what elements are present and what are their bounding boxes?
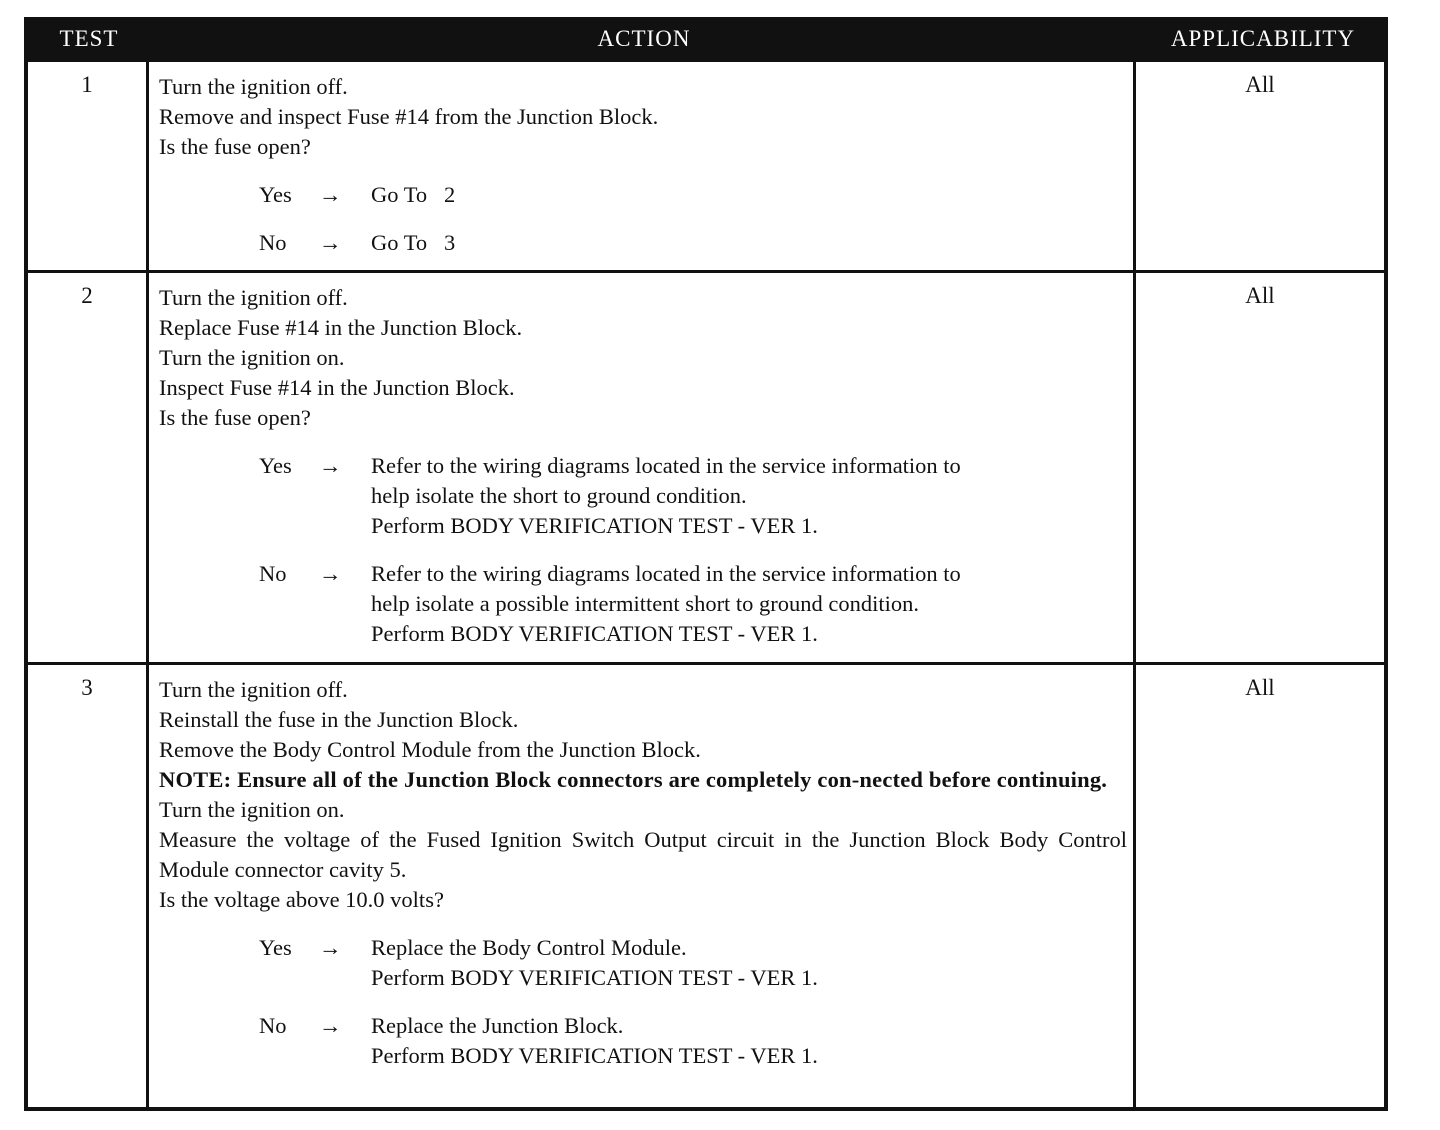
test-number: 2: [28, 273, 149, 662]
yes-branch: [259, 933, 1127, 993]
step-line: Turn the ignition off.: [159, 677, 348, 702]
result-line: Perform BODY VERIFICATION TEST - VER 1.: [371, 621, 818, 646]
yes-branch: [259, 451, 1127, 541]
no-branch: [259, 559, 1127, 649]
yes-result: Go To 2: [371, 182, 456, 207]
test-row-1: [28, 59, 1384, 270]
step-line: Turn the ignition on.: [159, 345, 345, 370]
yes-branch: [259, 180, 1127, 210]
result-line: Replace the Junction Block.: [371, 1013, 624, 1038]
result-line: Perform BODY VERIFICATION TEST - VER 1.: [371, 965, 818, 990]
applicability-value: All: [1245, 283, 1275, 308]
step-line: Reinstall the fuse in the Junction Block.: [159, 707, 519, 732]
no-branch: [259, 1011, 1127, 1071]
step-line: Turn the ignition off.: [159, 74, 348, 99]
result-line: Refer to the wiring diagrams located in the service information to: [371, 453, 961, 478]
action-cell: [149, 665, 1136, 1107]
step-line: Remove and inspect Fuse #14 from the Junction Block.: [159, 104, 659, 129]
step-line: Inspect Fuse #14 in the Junction Block.: [159, 375, 515, 400]
result-line: Perform BODY VERIFICATION TEST - VER 1.: [371, 1043, 818, 1068]
step-line: Is the fuse open?: [159, 134, 311, 159]
test-row-3: [28, 662, 1384, 1107]
test-number: 3: [28, 665, 149, 1107]
note-text: NOTE: Ensure all of the Junction Block connectors are completely con-nected before continuing.: [159, 767, 1108, 792]
no-result: [371, 1011, 1127, 1071]
arrow-icon: →: [319, 230, 342, 255]
result-line: Perform BODY VERIFICATION TEST - VER 1.: [371, 513, 818, 538]
action-cell: [149, 273, 1136, 662]
no-branch: [259, 228, 1127, 258]
step-line: Remove the Body Control Module from the Junction Block.: [159, 737, 701, 762]
arrow-icon: →: [319, 182, 342, 207]
result-line: help isolate a possible intermittent short to ground condition.: [371, 591, 920, 616]
step-line: Turn the ignition on.: [159, 797, 345, 822]
table-header: [28, 21, 1384, 59]
measure-instruction: Measure the voltage of the Fused Ignition Switch Output circuit in the Junction Block Body Control Module connector cavity 5.: [159, 827, 1127, 882]
no-label: No: [259, 561, 287, 586]
result-line: Replace the Body Control Module.: [371, 935, 687, 960]
action-cell: [149, 62, 1136, 270]
header-applicability: APPLICABILITY: [1170, 26, 1356, 51]
test-number: 1: [28, 62, 149, 270]
no-result: Go To 3: [371, 230, 456, 255]
no-result: [371, 559, 1127, 649]
arrow-icon: →: [319, 1013, 342, 1038]
yes-result: [371, 933, 1127, 993]
result-line: help isolate the short to ground condition.: [371, 483, 747, 508]
question-line: Is the voltage above 10.0 volts?: [159, 887, 444, 912]
step-line: Is the fuse open?: [159, 405, 311, 430]
yes-label: Yes: [259, 453, 292, 478]
test-row-2: [28, 270, 1384, 662]
yes-label: Yes: [259, 935, 292, 960]
yes-label: Yes: [259, 182, 292, 207]
step-line: Turn the ignition off.: [159, 285, 348, 310]
no-label: No: [259, 230, 287, 255]
applicability-value: All: [1245, 72, 1275, 97]
header-action: ACTION: [597, 26, 691, 51]
step-line: Replace Fuse #14 in the Junction Block.: [159, 315, 523, 340]
arrow-icon: →: [319, 453, 342, 478]
no-label: No: [259, 1013, 287, 1038]
applicability-value: All: [1245, 675, 1275, 700]
result-line: Refer to the wiring diagrams located in the service information to: [371, 561, 961, 586]
yes-result: [371, 451, 1127, 541]
arrow-icon: →: [319, 935, 342, 960]
arrow-icon: →: [319, 561, 342, 586]
header-test: TEST: [59, 26, 119, 51]
diagnostic-test-table: [24, 17, 1388, 1111]
